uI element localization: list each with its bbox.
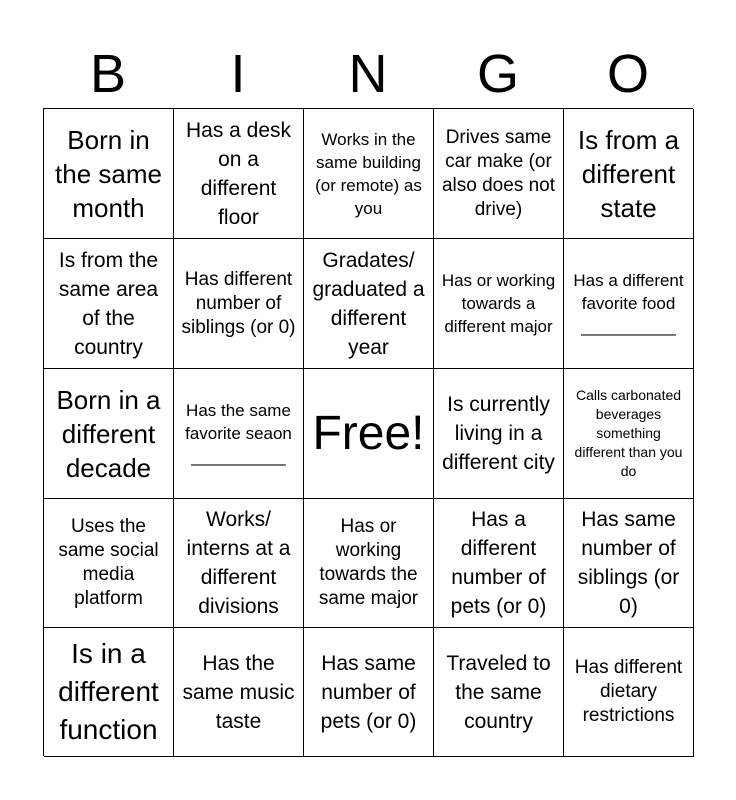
header-letter-o: O bbox=[606, 44, 649, 104]
bingo-grid bbox=[43, 108, 693, 756]
bingo-cell[interactable]: Has or working towards the same major bbox=[304, 499, 434, 628]
bingo-cell[interactable]: Born in a different decade bbox=[44, 369, 174, 499]
bingo-cell[interactable]: Is from the same area of the country bbox=[44, 239, 174, 369]
bingo-cell[interactable]: Has same number of pets (or 0) bbox=[304, 628, 434, 757]
header-letter-g: G bbox=[476, 44, 519, 104]
bingo-cell[interactable]: Traveled to the same country bbox=[434, 628, 564, 757]
bingo-cell[interactable]: Works in the same building (or remote) as you bbox=[304, 109, 434, 239]
bingo-cell[interactable]: Has a different favorite food __________ bbox=[564, 239, 694, 369]
bingo-cell[interactable]: Has a desk on a different floor bbox=[174, 109, 304, 239]
header-letter-b: B bbox=[89, 44, 127, 104]
bingo-cell[interactable]: Has or working towards a different major bbox=[434, 239, 564, 369]
bingo-cell[interactable]: Has the same music taste bbox=[174, 628, 304, 757]
bingo-cell[interactable]: Born in the same month bbox=[44, 109, 174, 239]
bingo-cell[interactable]: Has different number of siblings (or 0) bbox=[174, 239, 304, 369]
bingo-cell[interactable]: Has same number of siblings (or 0) bbox=[564, 499, 694, 628]
free-space-cell[interactable]: Free! bbox=[304, 369, 434, 499]
bingo-cell[interactable]: Works/ interns at a different divisions bbox=[174, 499, 304, 628]
bingo-cell[interactable]: Has different dietary restrictions bbox=[564, 628, 694, 757]
bingo-cell[interactable]: Calls carbonated beverages something different than you do bbox=[564, 369, 694, 499]
bingo-cell[interactable]: Is from a different state bbox=[564, 109, 694, 239]
header-letter-i: I bbox=[230, 44, 246, 104]
bingo-cell[interactable]: Is in a different function bbox=[44, 628, 174, 757]
header-letter-n: N bbox=[348, 44, 388, 104]
bingo-cell[interactable]: Drives same car make (or also does not drive) bbox=[434, 109, 564, 239]
bingo-cell[interactable]: Uses the same social media platform bbox=[44, 499, 174, 628]
bingo-header bbox=[43, 40, 693, 108]
bingo-cell[interactable]: Has the same favorite seaon __________ bbox=[174, 369, 304, 499]
bingo-cell[interactable]: Is currently living in a different city bbox=[434, 369, 564, 499]
bingo-cell[interactable]: Gradates/ graduated a different year bbox=[304, 239, 434, 369]
bingo-cell[interactable]: Has a different number of pets (or 0) bbox=[434, 499, 564, 628]
